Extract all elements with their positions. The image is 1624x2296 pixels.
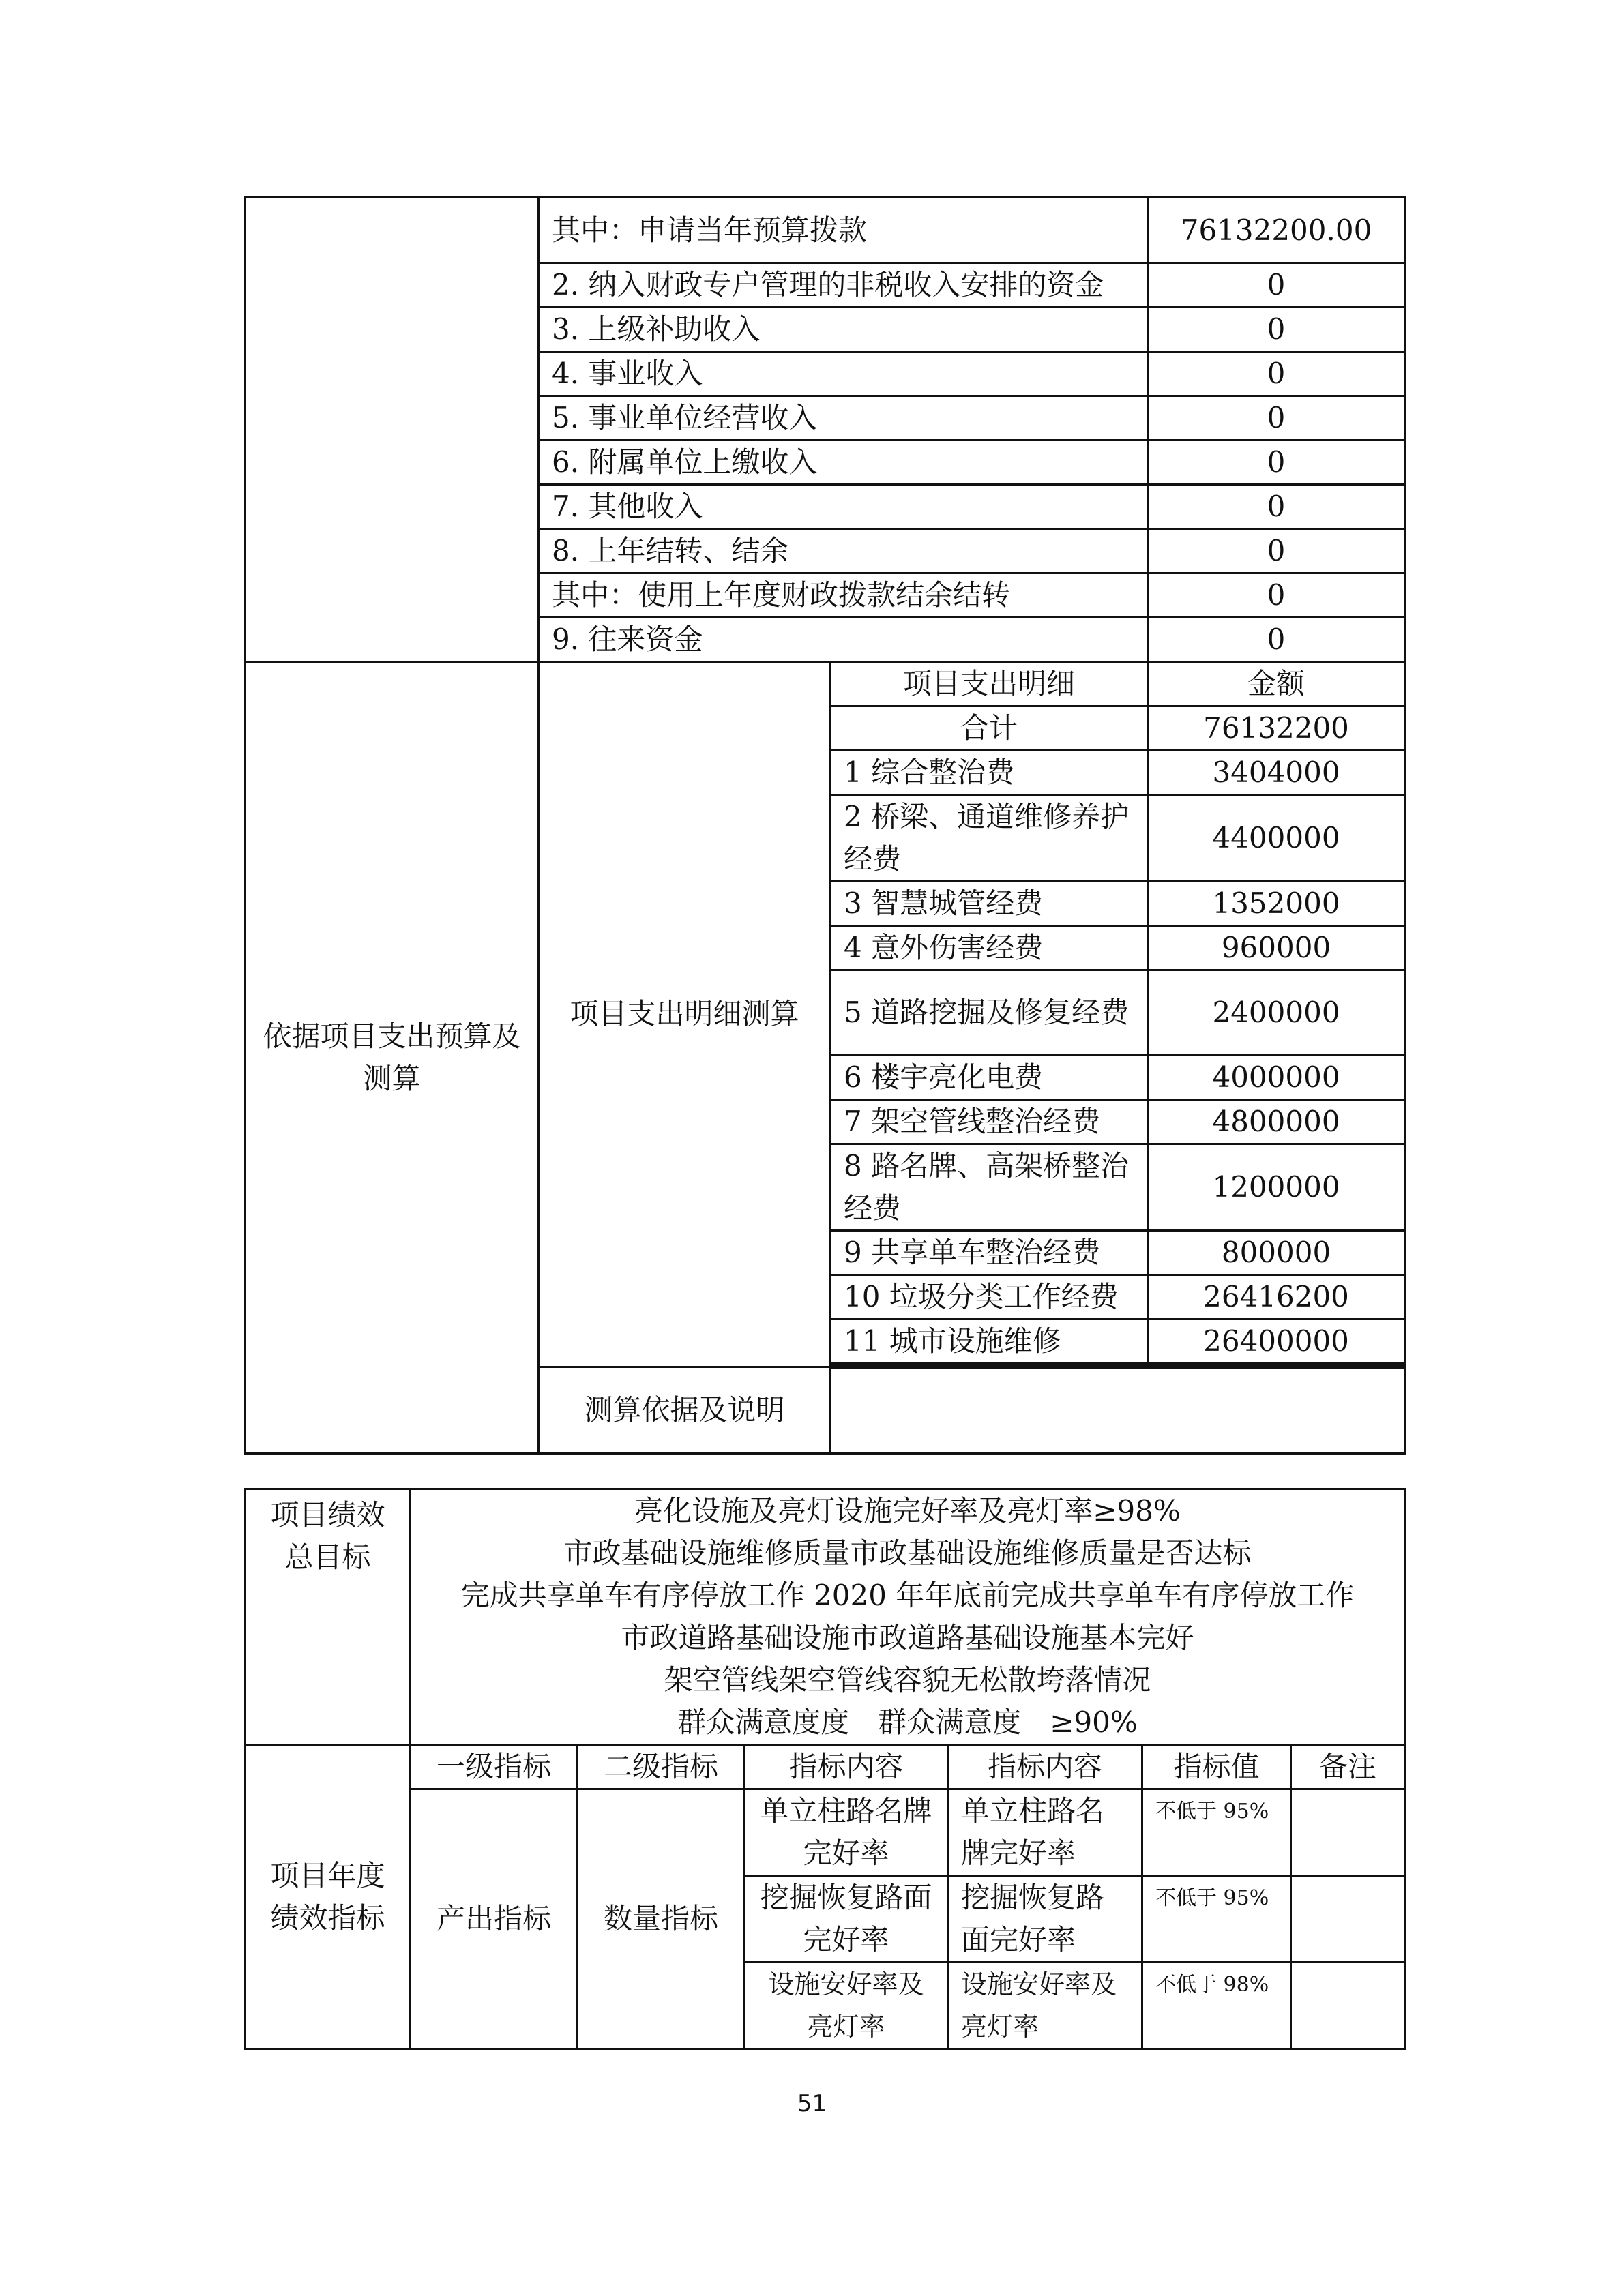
item-value: 26400000 <box>1148 1320 1405 1364</box>
basis-label: 测算依据及说明 <box>539 1367 831 1453</box>
funding-row <box>246 198 1405 263</box>
item-value: 960000 <box>1148 926 1405 970</box>
goal-line: 群众满意度度 群众满意度 ≥90% <box>677 1705 1138 1739</box>
item-value: 4000000 <box>1148 1056 1405 1100</box>
goal-line: 市政道路基础设施市政道路基础设施基本完好 <box>621 1621 1194 1654</box>
item-value: 800000 <box>1148 1231 1405 1275</box>
funding-label: 8. 上年结转、结余 <box>539 529 1148 573</box>
funding-label: 9. 往来资金 <box>539 618 1148 662</box>
header-cell: 备注 <box>1291 1745 1405 1789</box>
funding-budget-table <box>244 196 1406 1455</box>
indicator-header-row <box>246 1745 1405 1789</box>
funding-label: 6. 附属单位上缴收入 <box>539 441 1148 485</box>
funding-value: 0 <box>1148 485 1405 529</box>
total-label: 合计 <box>831 706 1148 751</box>
item-label: 7 架空管线整治经费 <box>831 1100 1148 1144</box>
funding-value: 0 <box>1148 573 1405 618</box>
item-value: 26416200 <box>1148 1275 1405 1320</box>
level2-indicator: 数量指标 <box>578 1789 745 2049</box>
item-label: 5 道路挖掘及修复经费 <box>831 970 1148 1056</box>
funding-label: 其中：申请当年预算拨款 <box>539 198 1148 263</box>
funding-label: 7. 其他收入 <box>539 485 1148 529</box>
funding-value: 0 <box>1148 308 1405 352</box>
blank-left-cell <box>246 198 539 662</box>
funding-value: 0 <box>1148 529 1405 573</box>
content-b: 单立柱路名牌完好率 <box>948 1789 1142 1876</box>
item-value: 4800000 <box>1148 1100 1405 1144</box>
indicator-row <box>246 1789 1405 1876</box>
goal-line: 架空管线架空管线容貌无松散垮落情况 <box>664 1663 1151 1697</box>
header-item: 项目支出明细 <box>831 662 1148 706</box>
budget-subtitle: 项目支出明细测算 <box>539 662 831 1367</box>
basis-value <box>831 1367 1405 1453</box>
budget-section-title: 依据项目支出预算及测算 <box>246 662 539 1454</box>
item-label: 4 意外伤害经费 <box>831 926 1148 970</box>
header-cell: 二级指标 <box>578 1745 745 1789</box>
header-cell: 一级指标 <box>411 1745 578 1789</box>
indicator-value: 不低于 95% <box>1142 1789 1291 1876</box>
level1-indicator: 产出指标 <box>411 1789 578 2049</box>
funding-value: 0 <box>1148 396 1405 441</box>
item-label: 8 路名牌、高架桥整治经费 <box>831 1144 1148 1231</box>
item-value: 4400000 <box>1148 795 1405 882</box>
item-label: 11 城市设施维修 <box>831 1320 1148 1364</box>
item-label: 2 桥梁、通道维修养护经费 <box>831 795 1148 882</box>
goal-label: 项目绩效总目标 <box>246 1489 411 1745</box>
item-label: 3 智慧城管经费 <box>831 882 1148 926</box>
budget-header-row <box>246 662 1405 706</box>
indicator-note <box>1291 1876 1405 1963</box>
header-cell: 指标内容 <box>745 1745 948 1789</box>
item-value: 1200000 <box>1148 1144 1405 1231</box>
funding-label: 其中：使用上年度财政拨款结余结转 <box>539 573 1148 618</box>
funding-value: 0 <box>1148 618 1405 662</box>
goal-content <box>411 1489 1405 1745</box>
header-cell: 指标值 <box>1142 1745 1291 1789</box>
indicator-value: 不低于 98% <box>1142 1963 1291 2049</box>
item-value: 1352000 <box>1148 882 1405 926</box>
content-a: 设施安好率及亮灯率 <box>745 1963 948 2049</box>
goal-line: 完成共享单车有序停放工作 2020 年年底前完成共享单车有序停放工作 <box>460 1579 1355 1612</box>
content-b: 挖掘恢复路面完好率 <box>948 1876 1142 1963</box>
goal-line: 亮化设施及亮灯设施完好率及亮灯率≥98% <box>634 1494 1181 1527</box>
item-value: 3404000 <box>1148 751 1405 795</box>
item-label: 6 楼宇亮化电费 <box>831 1056 1148 1100</box>
total-value: 76132200 <box>1148 706 1405 751</box>
indicator-note <box>1291 1963 1405 2049</box>
page-number: 51 <box>797 2090 827 2117</box>
item-label: 9 共享单车整治经费 <box>831 1231 1148 1275</box>
funding-value: 76132200.00 <box>1148 198 1405 263</box>
annual-label: 项目年度绩效指标 <box>246 1745 411 2049</box>
content-a: 单立柱路名牌完好率 <box>745 1789 948 1876</box>
header-amount: 金额 <box>1148 662 1405 706</box>
goal-line: 市政基础设施维修质量市政基础设施维修质量是否达标 <box>563 1536 1252 1570</box>
funding-value: 0 <box>1148 441 1405 485</box>
funding-value: 0 <box>1148 352 1405 396</box>
funding-label: 4. 事业收入 <box>539 352 1148 396</box>
funding-label: 5. 事业单位经营收入 <box>539 396 1148 441</box>
funding-label: 2. 纳入财政专户管理的非税收入安排的资金 <box>539 263 1148 308</box>
indicator-note <box>1291 1789 1405 1876</box>
performance-table <box>244 1488 1406 2050</box>
indicator-value: 不低于 95% <box>1142 1876 1291 1963</box>
item-label: 1 综合整治费 <box>831 751 1148 795</box>
funding-label: 3. 上级补助收入 <box>539 308 1148 352</box>
item-label: 10 垃圾分类工作经费 <box>831 1275 1148 1320</box>
goal-row <box>246 1489 1405 1745</box>
content-a: 挖掘恢复路面完好率 <box>745 1876 948 1963</box>
item-value: 2400000 <box>1148 970 1405 1056</box>
content-b: 设施安好率及亮灯率 <box>948 1963 1142 2049</box>
header-cell: 指标内容 <box>948 1745 1142 1789</box>
funding-value: 0 <box>1148 263 1405 308</box>
